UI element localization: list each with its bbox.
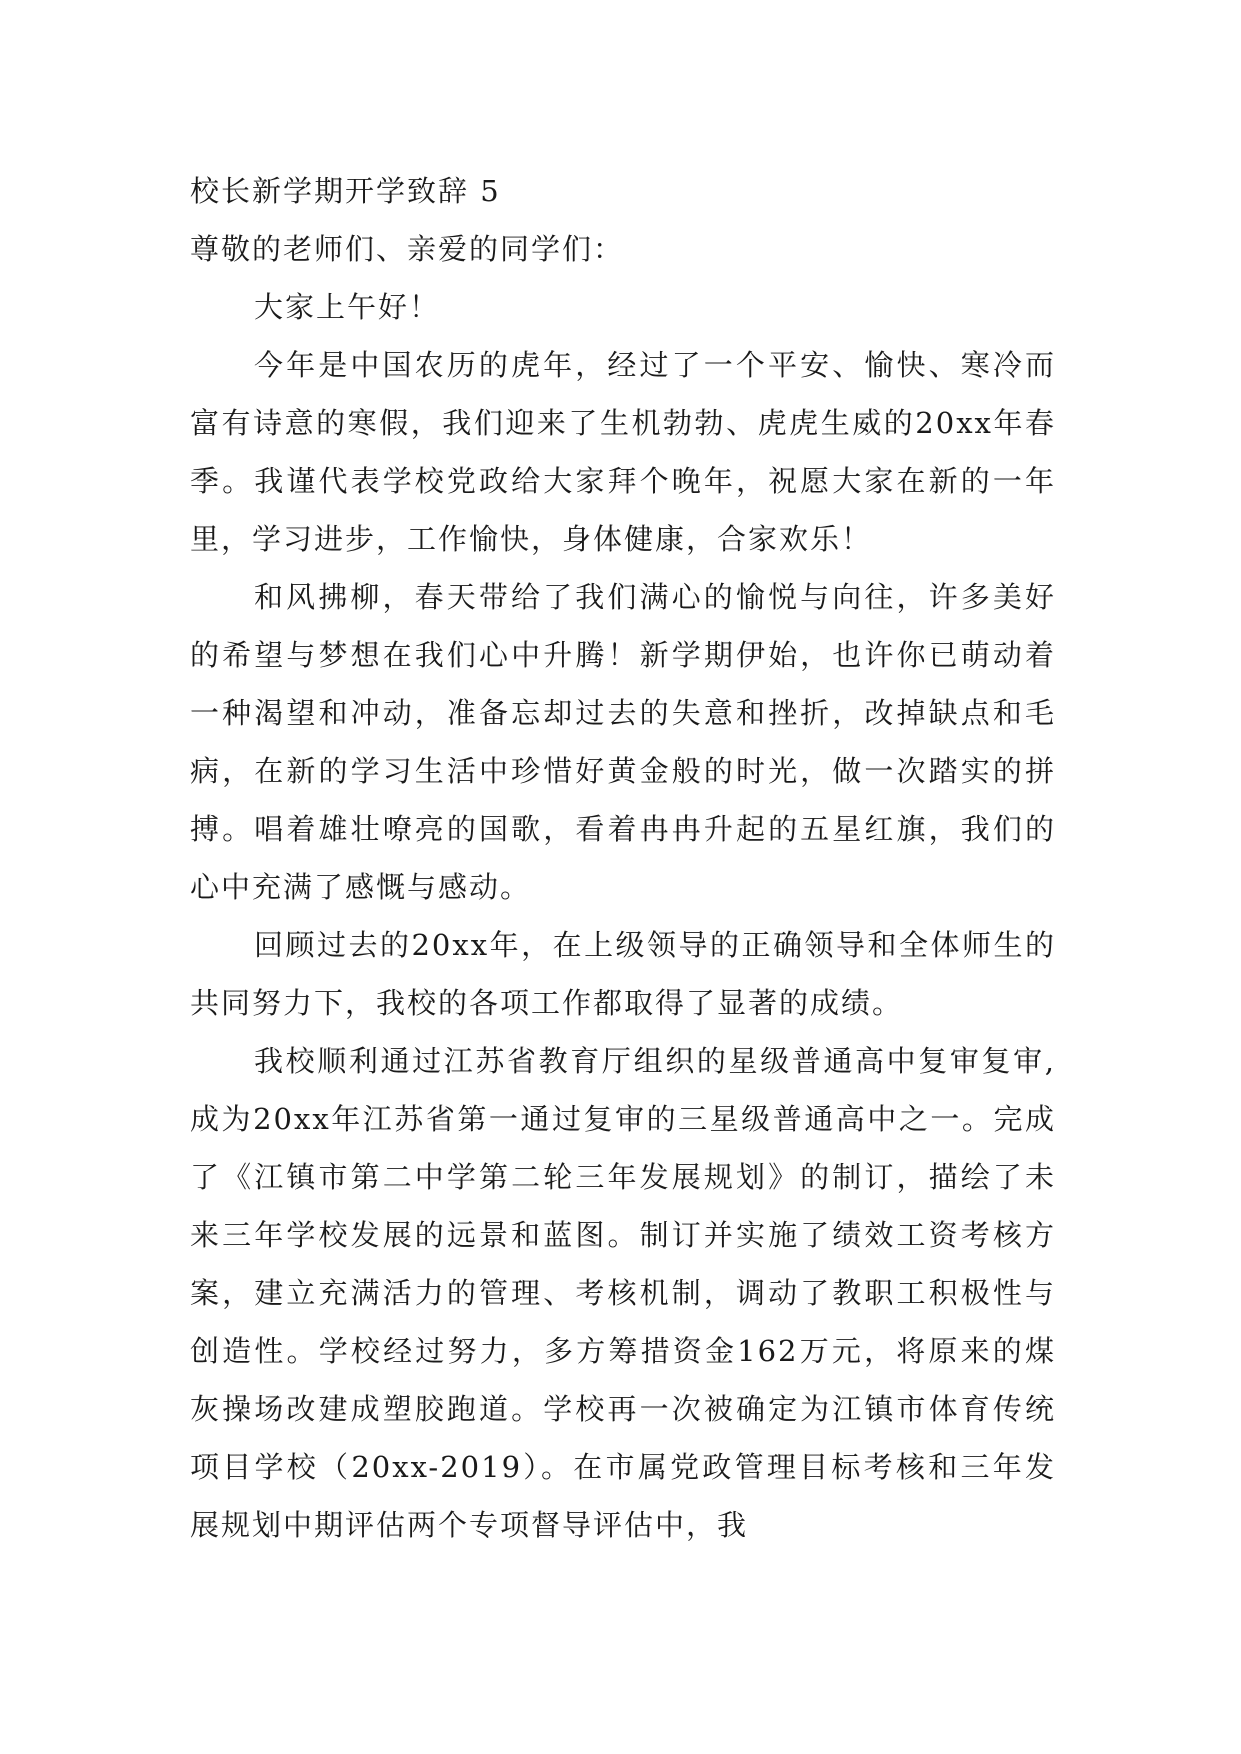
paragraph-achievements: 我校顺利通过江苏省教育厅组织的星级普通高中复审复审,成为20xx年江苏省第一通过复审的三星级普通高中之一。完成了《江镇市第二中学第二轮三年发展规划》的制订，描绘了未来三年学校发展的远景和蓝图。制订并实施了绩效工资考核方案，建立充满活力的管理、考核机制，调动了教职工积极性与创造性。学校经过努力，多方筹措资金162万元，将原来的煤灰操场改建成塑胶跑道。学校再一次被确定为江镇市体育传统项目学校（20xx-2019）。在市属党政管理目标考核和三年发展规划中期评估两个专项督导评估中，我 bbox=[190, 1044, 1056, 1542]
document-title: 校长新学期开学致辞 5 bbox=[190, 174, 501, 208]
paragraph-review: 回顾过去的20xx年，在上级领导的正确领导和全体师生的共同努力下，我校的各项工作都取得了显著的成绩。 bbox=[190, 928, 1056, 1020]
document-body bbox=[190, 162, 1056, 1554]
paragraph-greeting: 大家上午好！ bbox=[254, 290, 441, 324]
salutation: 尊敬的老师们、亲爱的同学们： bbox=[190, 232, 625, 266]
paragraph-spring: 和风拂柳，春天带给了我们满心的愉悦与向往，许多美好的希望与梦想在我们心中升腾！新学期伊始，也许你已萌动着一种渴望和冲动，准备忘却过去的失意和挫折，改掉缺点和毛病，在新的学习生活中珍惜好黄金般的时光，做一次踏实的拼搏。唱着雄壮嘹亮的国歌，看着冉冉升起的五星红旗，我们的心中充满了感慨与感动。 bbox=[190, 580, 1056, 904]
paragraph-new-year: 今年是中国农历的虎年，经过了一个平安、愉快、寒冷而富有诗意的寒假，我们迎来了生机勃勃、虎虎生威的20xx年春季。我谨代表学校党政给大家拜个晚年，祝愿大家在新的一年里，学习进步，工作愉快，身体健康，合家欢乐！ bbox=[190, 348, 1056, 556]
